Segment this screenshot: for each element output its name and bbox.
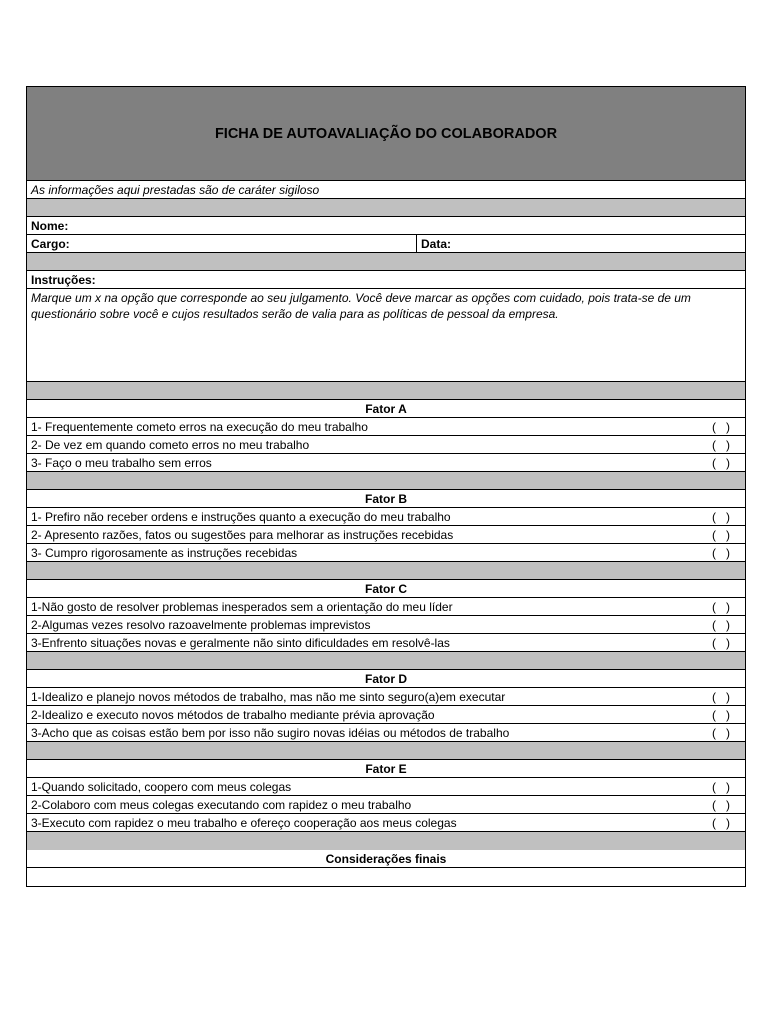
nome-field[interactable] xyxy=(27,217,745,235)
separator-row xyxy=(27,832,745,850)
question-row xyxy=(27,436,745,454)
answer-checkbox[interactable]: ( ) xyxy=(712,725,730,740)
answer-checkbox[interactable]: ( ) xyxy=(712,689,730,704)
question-row xyxy=(27,526,745,544)
separator-row xyxy=(27,199,745,217)
factor-heading: Fator B xyxy=(27,490,745,508)
answer-checkbox[interactable]: ( ) xyxy=(712,545,730,560)
question-text: 3-Acho que as coisas estão bem por isso não sugiro novas idéias ou métodos de trabalho xyxy=(31,725,510,740)
factor-heading: Fator D xyxy=(27,670,745,688)
question-text: 2- Apresento razões, fatos ou sugestões para melhorar as instruções recebidas xyxy=(31,527,454,542)
answer-checkbox[interactable]: ( ) xyxy=(712,419,730,434)
question-text: 3-Enfrento situações novas e geralmente não sinto dificuldades em resolvê-las xyxy=(31,635,450,650)
question-row xyxy=(27,454,745,472)
separator-row xyxy=(27,562,745,580)
instructions-heading: Instruções: xyxy=(27,271,745,289)
question-row xyxy=(27,508,745,526)
data-field[interactable] xyxy=(417,235,745,252)
evaluation-form xyxy=(26,86,746,887)
answer-checkbox[interactable]: ( ) xyxy=(712,797,730,812)
answer-checkbox[interactable]: ( ) xyxy=(712,437,730,452)
question-text: 2-Colaboro com meus colegas executando com rapidez o meu trabalho xyxy=(31,797,412,812)
question-row xyxy=(27,724,745,742)
question-text: 1- Prefiro não receber ordens e instruções quanto a execução do meu trabalho xyxy=(31,509,451,524)
question-text: 2-Idealizo e executo novos métodos de trabalho mediante prévia aprovação xyxy=(31,707,435,722)
question-text: 1- Frequentemente cometo erros na execução do meu trabalho xyxy=(31,419,368,434)
separator-row xyxy=(27,652,745,670)
separator-row xyxy=(27,253,745,271)
separator-row xyxy=(27,742,745,760)
question-row xyxy=(27,814,745,832)
cargo-field[interactable] xyxy=(27,235,417,252)
instructions-text: Marque um x na opção que corresponde ao seu julgamento. Você deve marcar as opções com cuidado, pois trata-se de um questionário sobre você e cujos resultados serão de valia para as políticas de pessoal da empresa. xyxy=(27,289,745,382)
question-row xyxy=(27,616,745,634)
final-considerations-field[interactable] xyxy=(27,868,745,886)
question-row xyxy=(27,706,745,724)
final-considerations-heading: Considerações finais xyxy=(27,850,745,868)
separator-row xyxy=(27,382,745,400)
factor-heading: Fator E xyxy=(27,760,745,778)
question-text: 2-Algumas vezes resolvo razoavelmente problemas imprevistos xyxy=(31,617,371,632)
question-text: 3- Cumpro rigorosamente as instruções recebidas xyxy=(31,545,298,560)
nome-label: Nome: xyxy=(31,218,69,233)
question-text: 3- Faço o meu trabalho sem erros xyxy=(31,455,212,470)
answer-checkbox[interactable]: ( ) xyxy=(712,599,730,614)
confidential-note: As informações aqui prestadas são de caráter sigiloso xyxy=(27,181,745,199)
answer-checkbox[interactable]: ( ) xyxy=(712,527,730,542)
factor-heading: Fator C xyxy=(27,580,745,598)
answer-checkbox[interactable]: ( ) xyxy=(712,707,730,722)
answer-checkbox[interactable]: ( ) xyxy=(712,509,730,524)
question-text: 1-Idealizo e planejo novos métodos de trabalho, mas não me sinto seguro(a)em executar xyxy=(31,689,506,704)
factors-container xyxy=(27,400,745,850)
answer-checkbox[interactable]: ( ) xyxy=(712,779,730,794)
question-text: 2- De vez em quando cometo erros no meu trabalho xyxy=(31,437,310,452)
answer-checkbox[interactable]: ( ) xyxy=(712,815,730,830)
separator-row xyxy=(27,472,745,490)
question-text: 3-Executo com rapidez o meu trabalho e ofereço cooperação aos meus colegas xyxy=(31,815,457,830)
question-row xyxy=(27,598,745,616)
form-title: FICHA DE AUTOAVALIAÇÃO DO COLABORADOR xyxy=(27,87,745,181)
question-row xyxy=(27,778,745,796)
cargo-label: Cargo: xyxy=(31,236,70,251)
question-row xyxy=(27,688,745,706)
answer-checkbox[interactable]: ( ) xyxy=(712,455,730,470)
question-row xyxy=(27,634,745,652)
data-label: Data: xyxy=(421,236,452,251)
question-row xyxy=(27,418,745,436)
question-row xyxy=(27,544,745,562)
question-text: 1-Quando solicitado, coopero com meus colegas xyxy=(31,779,292,794)
question-row xyxy=(27,796,745,814)
answer-checkbox[interactable]: ( ) xyxy=(712,617,730,632)
factor-heading: Fator A xyxy=(27,400,745,418)
answer-checkbox[interactable]: ( ) xyxy=(712,635,730,650)
cargo-data-row xyxy=(27,235,745,253)
question-text: 1-Não gosto de resolver problemas inesperados sem a orientação do meu líder xyxy=(31,599,453,614)
